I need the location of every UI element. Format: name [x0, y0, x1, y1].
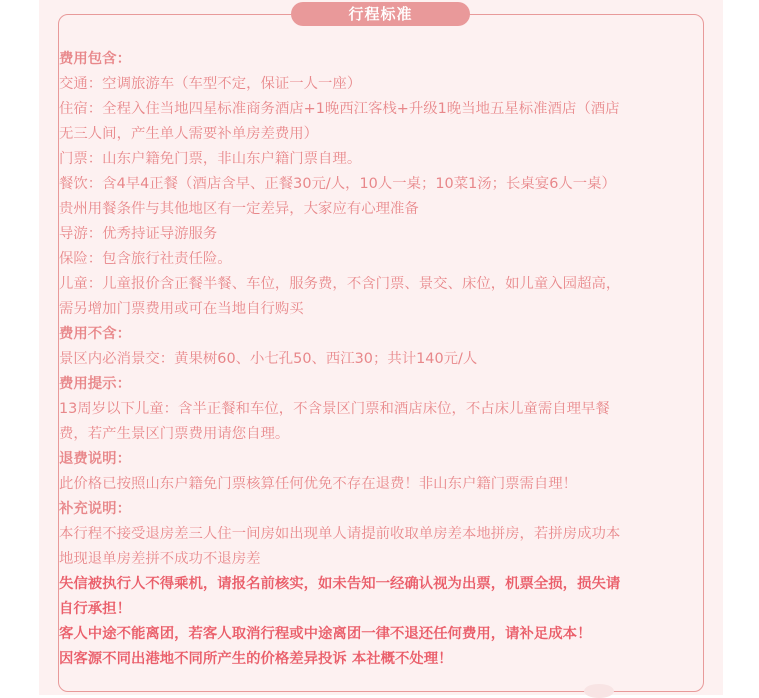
text-line: 地现退单房差拼不成功不退房差 [59, 551, 261, 567]
text-line: 门票：山东户籍免门票，非山东户籍门票自理。 [59, 151, 362, 167]
section-title: 行程标准 [291, 2, 470, 26]
text-line: 住宿：全程入住当地四星标准商务酒店+1晚西江客栈+升级1晚当地五星标准酒店（酒店 [59, 101, 620, 117]
text-line: 费用不含： [59, 326, 131, 342]
text-line: 贵州用餐条件与其他地区有一定差异，大家应有心理准备 [59, 201, 419, 217]
text-line: 因客源不同出港地不同所产生的价格差异投诉 本社概不处理！ [59, 651, 453, 667]
text-line: 需另增加门票费用或可在当地自行购买 [59, 301, 304, 317]
text-line: 补充说明： [59, 501, 131, 517]
text-line: 费用包含： [59, 51, 131, 67]
text-line: 儿童：儿童报价含正餐半餐、车位，服务费，不含门票、景交、床位，如儿童入园超高， [59, 276, 621, 292]
text-line: 自行承担！ [59, 601, 131, 617]
itinerary-content [59, 47, 704, 672]
text-line: 导游：优秀持证导游服务 [59, 226, 218, 242]
text-line: 此价格已按照山东户籍免门票核算任何优免不存在退费！非山东户籍门票需自理！ [59, 476, 578, 492]
decorative-dot [584, 684, 614, 698]
text-line: 客人中途不能离团，若客人取消行程或中途离团一律不退还任何费用，请补足成本！ [59, 626, 592, 642]
text-line: 景区内必消景交：黄果树60、小七孔50、西江30；共计140元/人 [59, 351, 478, 367]
text-line: 退费说明： [59, 451, 131, 467]
text-line: 本行程不接受退房差三人住一间房如出现单人请提前收取单房差本地拼房，若拼房成功本 [59, 526, 621, 542]
text-line: 餐饮：含4早4正餐（酒店含早、正餐30元/人，10人一桌；10菜1汤；长桌宴6人一桌） [59, 176, 616, 192]
text-line: 无三人间，产生单人需要补单房差费用） [59, 126, 319, 142]
text-line: 13周岁以下儿童：含半正餐和车位，不含景区门票和酒店床位，不占床儿童需自理早餐 [59, 401, 610, 417]
text-line: 失信被执行人不得乘机，请报名前核实，如未告知一经确认视为出票，机票全损，损失请 [59, 576, 621, 592]
text-line: 费，若产生景区门票费用请您自理。 [59, 426, 290, 442]
text-line: 交通：空调旅游车（车型不定，保证一人一座） [59, 76, 362, 92]
text-line: 费用提示： [59, 376, 131, 392]
text-line: 保险：包含旅行社责任险。 [59, 251, 232, 267]
